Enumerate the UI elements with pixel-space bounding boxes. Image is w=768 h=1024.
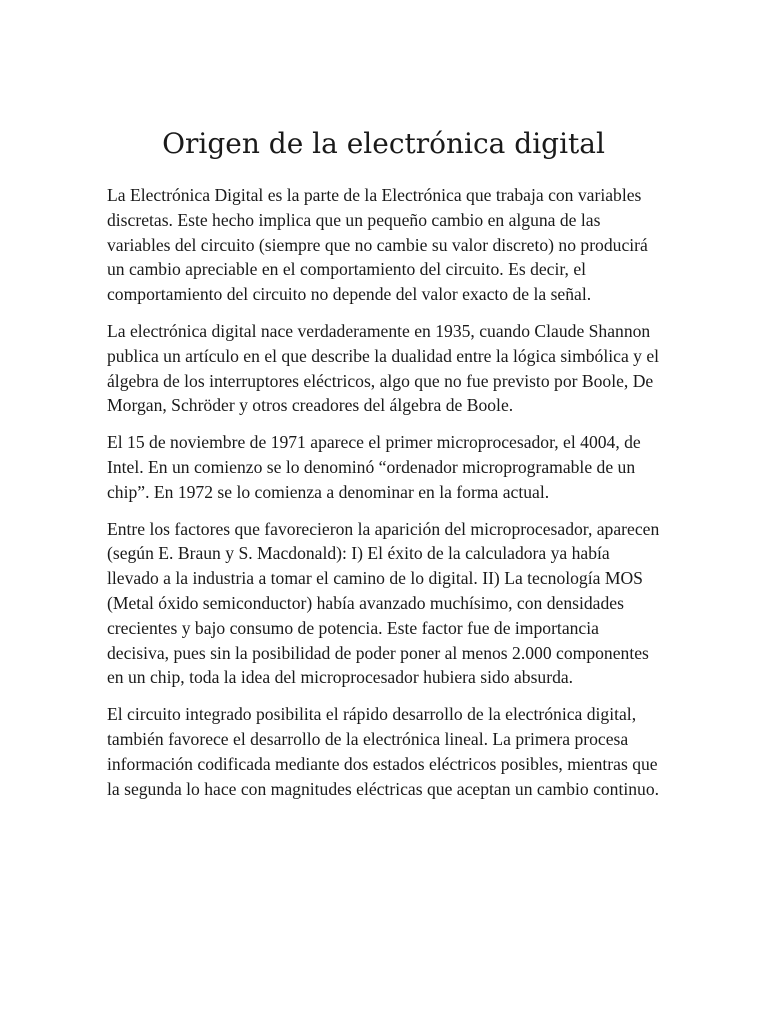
- document-title: Origen de la electrónica digital: [162, 127, 605, 160]
- paragraph-3: El 15 de noviembre de 1971 aparece el primer microprocesador, el 4004, de Intel. En un comienzo se lo denominó “ordenador microprogramable de un chip”. En 1972 se lo comienza a denominar en la forma actual.: [107, 432, 641, 502]
- document-page: [107, 118, 660, 813]
- paragraph-5: El circuito integrado posibilita el rápido desarrollo de la electrónica digital, también favorece el desarrollo de la electrónica lineal. La primera procesa información codificada mediante dos estados eléctricos posibles, mientras que la segunda lo hace con magnitudes eléctricas que aceptan un cambio continuo.: [107, 704, 660, 799]
- paragraph-2: La electrónica digital nace verdaderamente en 1935, cuando Claude Shannon publica un artículo en el que describe la dualidad entre la lógica simbólica y el álgebra de los interruptores eléctricos, algo que no fue previsto por Boole, De Morgan, Schröder y otros creadores del álgebra de Boole.: [107, 320, 660, 416]
- paragraph-4: Entre los factores que favorecieron la aparición del microprocesador, aparecen (según E. Braun y S. Macdonald): I) El éxito de la calculadora ya había llevado a la industria a tomar el camino de lo digital. II) La tecnología MOS (Metal óxido semiconductor) había avanzado muchísimo, con densidades crecientes y bajo consumo de potencia. Este factor fue de importancia decisiva, pues sin la posibilidad de poder poner al menos 2.000 componentes en un chip, toda la idea del microprocesador hubiera sido absurda.: [107, 518, 660, 688]
- paragraph-1: La Electrónica Digital es la parte de la Electrónica que trabaja con variables discretas. Este hecho implica que un pequeño cambio en alguna de las variables del circuito (siempre que no cambie su valor discreto) no producirá un cambio apreciable en el comportamiento del circuito. Es decir, el comportamiento del circuito no depende del valor exacto de la señal.: [107, 185, 648, 305]
